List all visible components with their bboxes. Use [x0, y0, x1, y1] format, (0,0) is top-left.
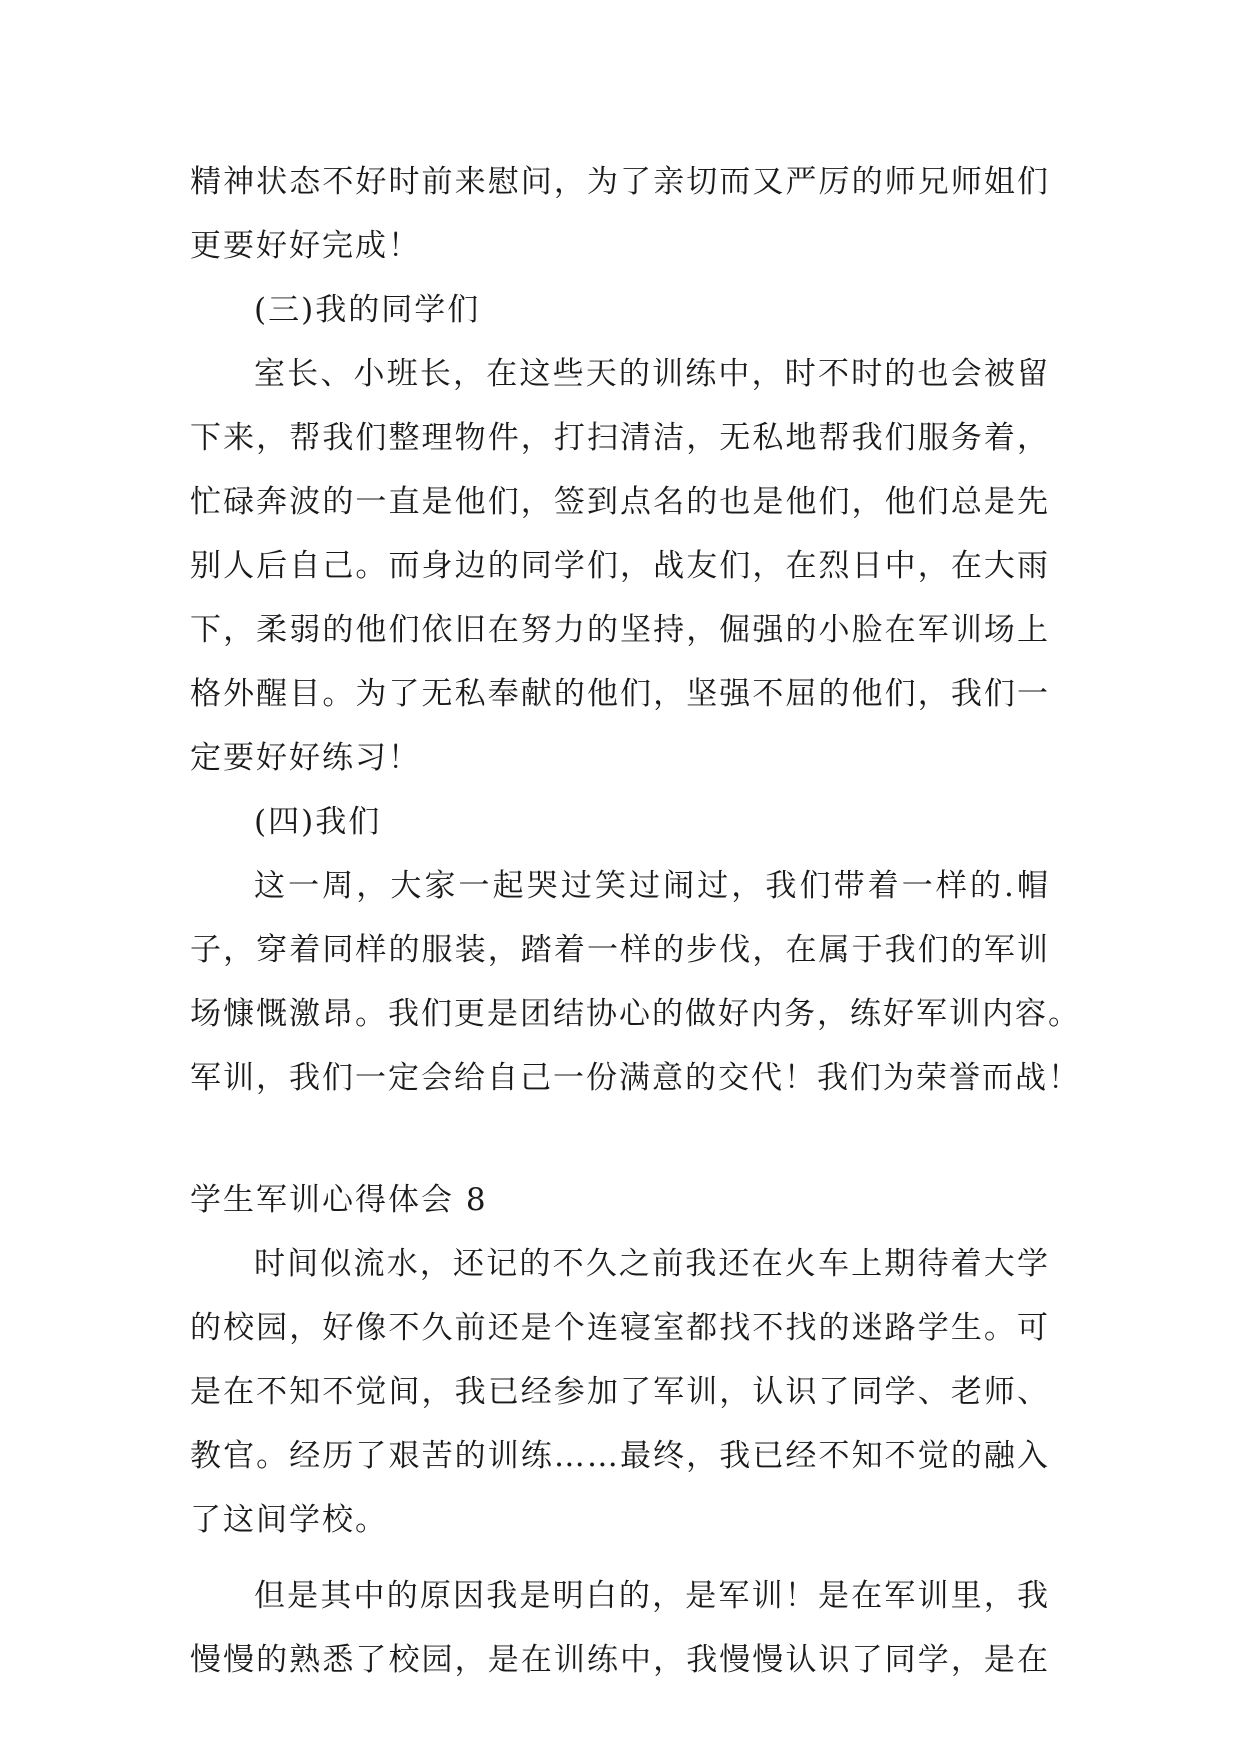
text-line: 但是其中的原因我是明白的，是军训！是在军训里，我 [254, 1578, 1050, 1614]
text-line: 室长、小班长，在这些天的训练中，时不时的也会被留 [254, 356, 1050, 392]
text-line: 下来，帮我们整理物件，打扫清洁，无私地帮我们服务着， [190, 420, 1050, 456]
section-spacer [190, 1110, 1050, 1168]
paragraph-continued [190, 150, 1050, 278]
text-line: 了这间学校。 [190, 1502, 388, 1538]
text-line: 格外醒目。为了无私奉献的他们，坚强不屈的他们，我们一 [190, 676, 1050, 712]
text-line: 忙碌奔波的一直是他们，签到点名的也是他们，他们总是先 [190, 484, 1050, 520]
document-body [190, 150, 1081, 1692]
text-line: 军训，我们一定会给自己一份满意的交代！我们为荣誉而战！ [190, 1060, 1081, 1096]
text-line: 场慷慨激昂。我们更是团结协心的做好内务，练好军训内容。 [190, 996, 1081, 1032]
paragraph-us [190, 854, 1081, 1110]
text-line: 教官。经历了艰苦的训练……最终，我已经不知不觉的融入 [190, 1438, 1050, 1474]
section-title: 学生军训心得体会 8 [190, 1182, 488, 1218]
text-line: 慢慢的熟悉了校园，是在训练中，我慢慢认识了同学，是在 [190, 1642, 1050, 1678]
subheading-classmates: (三)我的同学们 [254, 292, 481, 328]
subheading-us: (四)我们 [254, 804, 382, 840]
text-line: 时间似流水，还记的不久之前我还在火车上期待着大学 [254, 1246, 1050, 1282]
text-line: 子，穿着同样的服装，踏着一样的步伐，在属于我们的军训 [190, 932, 1050, 968]
text-line: 定要好好练习！ [190, 740, 421, 776]
text-line: 下，柔弱的他们依旧在努力的坚持，倔强的小脸在军训场上 [190, 612, 1050, 648]
text-line: 这一周，大家一起哭过笑过闹过，我们带着一样的.帽 [254, 868, 1050, 904]
text-line: 是在不知不觉间，我已经参加了军训，认识了同学、老师、 [190, 1374, 1050, 1410]
paragraph-spacer [190, 1552, 1050, 1564]
paragraph-reason [190, 1564, 1050, 1692]
text-line: 更要好好完成！ [190, 228, 421, 264]
paragraph-time [190, 1232, 1050, 1552]
text-line: 精神状态不好时前来慰问，为了亲切而又严厉的师兄师姐们 [190, 164, 1050, 200]
text-line: 别人后自己。而身边的同学们，战友们，在烈日中，在大雨 [190, 548, 1050, 584]
paragraph-classmates [190, 342, 1050, 790]
text-line: 的校园，好像不久前还是个连寝室都找不找的迷路学生。可 [190, 1310, 1050, 1346]
